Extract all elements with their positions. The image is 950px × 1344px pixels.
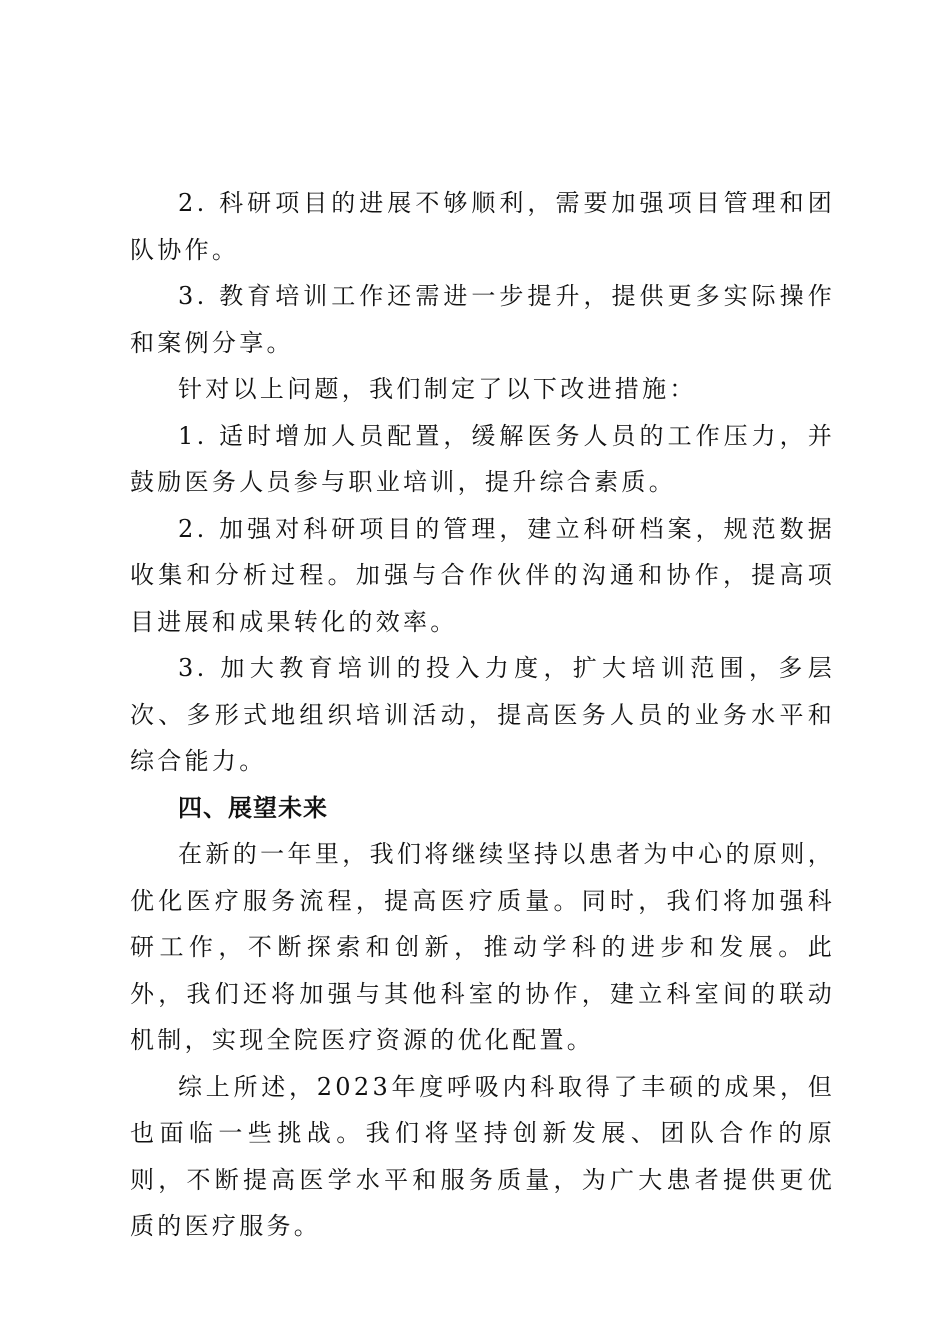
document-body: [130, 180, 835, 1250]
paragraph-measures-intro: 针对以上问题，我们制定了以下改进措施：: [178, 375, 697, 403]
paragraph-training-improvement: 3. 教育培训工作还需进一步提升，提供更多实际操作和案例分享。: [130, 282, 835, 357]
paragraph-measure-training: 3. 加大教育培训的投入力度，扩大培训范围，多层次、多形式地组织培训活动，提高医务人员的业务水平和综合能力。: [130, 654, 835, 775]
paragraph-research-progress: 2. 科研项目的进展不够顺利，需要加强项目管理和团队协作。: [130, 189, 835, 264]
paragraph-outlook: 在新的一年里，我们将继续坚持以患者为中心的原则，优化医疗服务流程，提高医疗质量。同时，我们将加强科研工作，不断探索和创新，推动学科的进步和发展。此外，我们还将加强与其他科室的协作，建立科室间的联动机制，实现全院医疗资源的优化配置。: [130, 840, 835, 1054]
paragraph-measure-research: 2. 加强对科研项目的管理，建立科研档案，规范数据收集和分析过程。加强与合作伙伴的沟通和协作，提高项目进展和成果转化的效率。: [130, 514, 835, 636]
section-heading-outlook: 四、展望未来: [178, 793, 328, 822]
paragraph-measure-staffing: 1. 适时增加人员配置，缓解医务人员的工作压力，并鼓励医务人员参与职业培训，提升综合素质。: [130, 421, 835, 496]
paragraph-summary: 综上所述，2023年度呼吸内科取得了丰硕的成果，但也面临一些挑战。我们将坚持创新发展、团队合作的原则，不断提高医学水平和服务质量，为广大患者提供更优质的医疗服务。: [130, 1072, 835, 1240]
